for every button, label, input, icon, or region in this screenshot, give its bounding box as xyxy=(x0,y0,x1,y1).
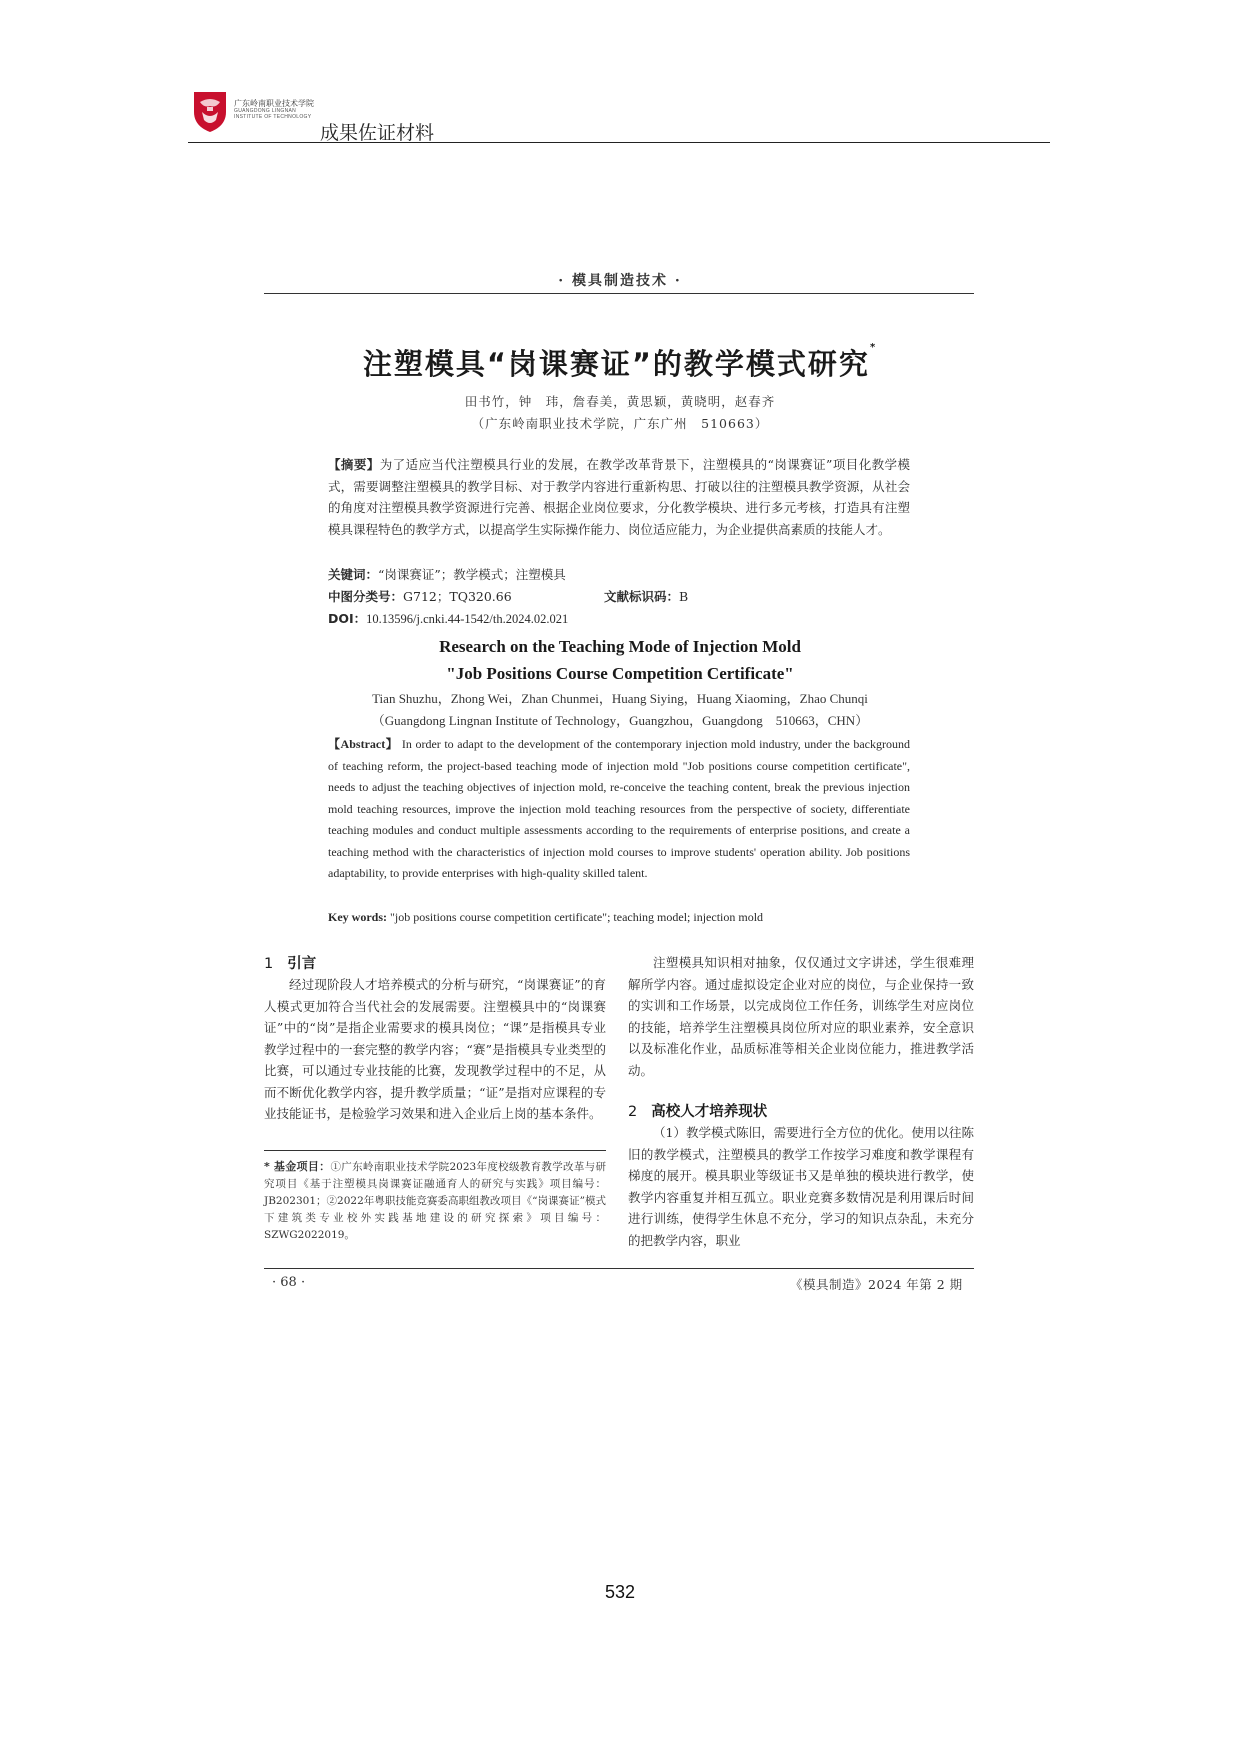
affiliation-cn: （广东岭南职业技术学院，广东广州 510663） xyxy=(471,416,769,431)
section-1-continued: 注塑模具知识相对抽象，仅仅通过文字讲述，学生很难理解所学内容。通过虚拟设定企业对应的岗位，与企业保持一致的实训和工作场景，以完成岗位工作任务，训练学生对应岗位的技能，培养学生注塑模具岗位所对应的职业素养，安全意识以及标准化作业，品质标准等相关企业岗位能力，推进教学活动。 xyxy=(628,955,974,1078)
institution-logo-icon xyxy=(190,90,230,134)
document-page-number: 532 xyxy=(604,1582,636,1602)
article-title-cn: 注塑模具“岗课赛证”的教学模式研究* xyxy=(362,342,878,381)
abstract-en: 【Abstract】 In order to adapt to the development of the contemporary injection mold industry, under the background of teaching reform, the project-based teaching mode of injection mold "Job positions course competition certificate", needs to adjust the teaching objectives of injection mold, re-conceive the teaching content, break the previous injection mold teaching resources, improve the injection mold teaching resources from the perspective of society, differentiate teaching modules and conduct multiple assessments according to the requirements of enterprise positions, and create a teaching method with the characteristics of injection mold courses to improve students' operation ability. Job positions adaptability, to provide enterprises with high-quality skilled talent. xyxy=(328,737,911,880)
document-header-label: 成果佐证材料 xyxy=(320,122,435,144)
doi-line: DOI：10.13596/j.cnki.44-1542/th.2024.02.021 xyxy=(328,611,569,626)
section-divider xyxy=(264,293,974,294)
classification-line: 中图分类号：G712；TQ320.66 文献标识码：B xyxy=(328,586,910,608)
footer-divider xyxy=(264,1268,974,1269)
journal-issue: 《模具制造》2024 年第 2 期 xyxy=(790,1277,963,1292)
header-divider xyxy=(188,142,1050,143)
institution-name-en: GUANGDONG LINGNAN INSTITUTE OF TECHNOLOGY xyxy=(234,108,312,120)
institution-name-cn: 广东岭南职业技术学院 xyxy=(234,99,314,108)
abstract-cn-label: 【摘要】 xyxy=(328,457,380,472)
affiliation-en: （Guangdong Lingnan Institute of Technology，Guangzhou，Guangdong 510663，CHN） xyxy=(371,713,869,728)
journal-section-label: · 模具制造技术 · xyxy=(558,273,682,289)
keywords-cn: 关键词：“岗课赛证”；教学模式；注塑模具 xyxy=(328,567,566,582)
abstract-cn: 【摘要】为了适应当代注塑模具行业的发展，在教学改革背景下，注塑模具的“岗课赛证”项目化教学模式，需要调整注塑模具的教学目标、对于教学内容进行重新构思、打破以往的注塑模具教学资源，从社会的角度对注塑模具教学资源进行完善、根据企业岗位要求，分化教学模块、进行多元考核，打造具有注塑模具课程特色的教学方式，以提高学生实际操作能力、岗位适应能力，为企业提供高素质的技能人才。 xyxy=(328,457,910,537)
document-code: 文献标识码：B xyxy=(604,589,689,604)
authors-cn: 田书竹，钟 玮，詹春美，黄思颖，黄晓明，赵春齐 xyxy=(464,394,776,409)
authors-en: Tian Shuzhu，Zhong Wei，Zhan Chunmei，Huang Siying，Huang Xiaoming，Zhao Chunqi xyxy=(372,691,868,706)
section-1-body: 经过现阶段人才培养模式的分析与研究，“岗课赛证”的育人模式更加符合当代社会的发展需要。注塑模具中的“岗课赛证”中的“岗”是指企业需要求的模具岗位；“课”是指模具专业教学过程中的一套完整的教学内容；“赛”是指模具专业类型的比赛，可以通过专业技能的比赛，发现教学过程中的不足，从而不断优化教学内容，提升教学质量；“证”是指对应课程的专业技能证书，是检验学习效果和进入企业后上岗的基本条件。 xyxy=(264,977,606,1121)
keywords-en: Key words: "job positions course competition certificate"; teaching model; injection mold xyxy=(328,910,764,924)
article-title-en: Research on the Teaching Mode of Injection Mold "Job Positions Course Competition Certificate" xyxy=(439,637,801,683)
journal-page-number: · 68 · xyxy=(272,1275,306,1290)
footnote-divider xyxy=(264,1150,606,1151)
title-footnote-mark: * xyxy=(869,342,878,353)
section-2-body: （1）教学模式陈旧，需要进行全方位的优化。使用以往陈旧的教学模式，注塑模具的教学工作按学习难度和教学课程有梯度的展开。模具职业等级证书又是单独的模块进行教学，使教学内容重复并相互孤立。职业竞赛多数情况是利用课后时间进行训练，使得学生休息不充分，学习的知识点杂乱，未充分的把教学内容，职业 xyxy=(628,1125,974,1248)
funding-footnote: * 基金项目：①广东岭南职业技术学院2023年度校级教育教学改革与研究项目《基于注塑模具岗课赛证融通育人的研究与实践》项目编号：JB202301；②2022年粤职技能竞赛委高职组教改项目《“岗课赛证”模式下建筑类专业校外实践基地建设的研究探索》项目编号：SZWG2022019。 xyxy=(264,1160,606,1241)
section-2-heading: 2 高校人才培养现状 xyxy=(628,1104,768,1120)
section-1-heading: 1 引言 xyxy=(264,956,317,972)
